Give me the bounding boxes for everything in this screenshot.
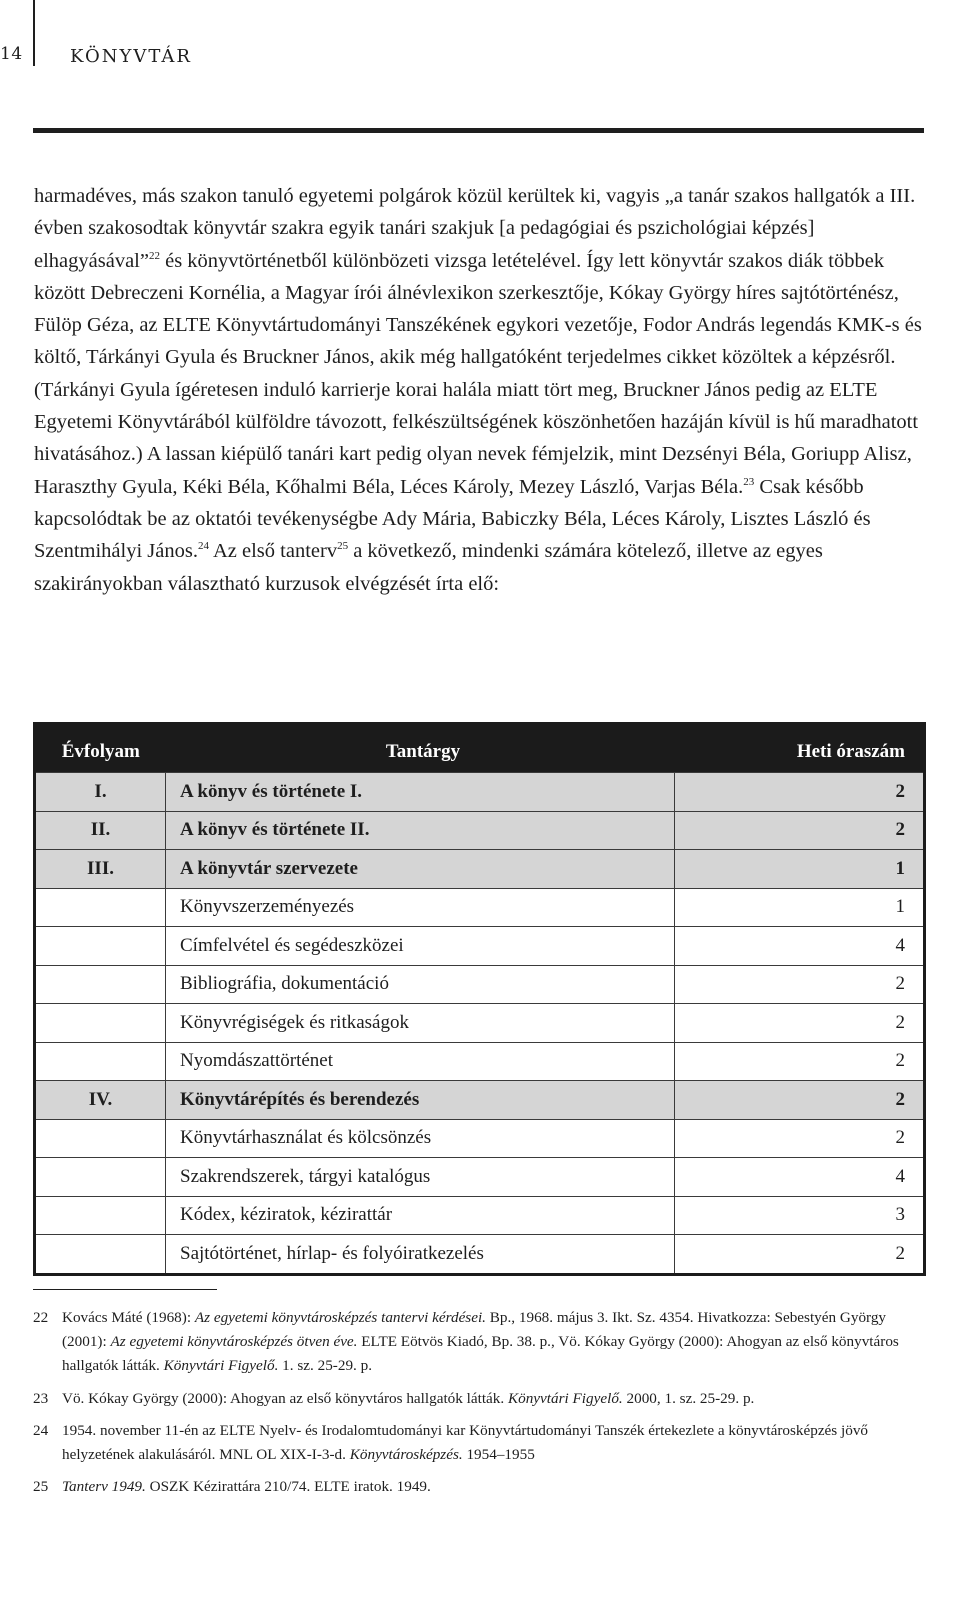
- footnote-text: [62, 1478, 431, 1495]
- table-row: [35, 850, 925, 889]
- fn-part: Bp., 1968. május 3. Ikt. Sz. 4354. Hivatkozza: Sebestyén György (2001):: [62, 1309, 887, 1351]
- table-row: [35, 965, 925, 1004]
- body-text-2: és könyvtörténetből különbözeti vizsga letételével. Így lett könyvtár szakos diák többek között Debreczeni Kornélia, a Magyar írói álnévlexikon szerkesztője, Kókay György híres sajtótörténész, Fülöp Géza, az ELTE Könyvtártudományi Tanszékének egykori vezetője, Fodor András legendás KMK-s és költő, Tárkányi Gyula és Bruckner János, akik még hallgatóként terjedelmes cikket közöltek a képzésről. (Tárkányi Gyula ígéretesen induló karrierje korai halála miatt tört meg, Bruckner János pedig az ELTE Egyetemi Könyvtárából külföldre távozott, felkészültségének köszönhetően hazáján kívül is hű maradhatott hivatásához.) A lassan kiépülő tanári kart pedig olyan nevek fémjelzik, mint Dezsényi Béla, Goriupp Alisz, Haraszthy Gyula, Kéki Béla, Kőhalmi Béla, Léces Károly, Mezey László, Varjas Béla.: [34, 249, 922, 498]
- fn-part: OSZK Kézirattára 210/74. ELTE iratok. 1949.: [145, 1478, 431, 1496]
- cell-subject: Bibliográfia, dokumentáció: [166, 965, 675, 1004]
- footnote-number: 24: [33, 1421, 49, 1439]
- fn-part: Kovács Máté (1968):: [62, 1309, 195, 1326]
- fn-title: Tanterv 1949.: [62, 1478, 146, 1496]
- header-year: Évfolyam: [35, 724, 166, 773]
- footnote-rule: [33, 1289, 217, 1290]
- fn-part: 1954–1955: [462, 1446, 535, 1464]
- cell-subject: Címfelvétel és segédeszközei: [166, 927, 675, 966]
- cell-subject: Kódex, kéziratok, kézirattár: [166, 1196, 675, 1235]
- cell-hours: 2: [675, 1119, 925, 1158]
- fn-title: Az egyetemi könyvtárosképzés tantervi kérdései.: [194, 1309, 486, 1326]
- cell-subject: A könyv és története II.: [166, 811, 675, 850]
- cell-hours: 2: [675, 811, 925, 850]
- footnotes: [33, 1306, 923, 1507]
- body-text-3: Csak később kapcsolódtak be az oktatói tevékenységbe Ady Mária, Babiczky Béla, Léces Károly, Lisztes László és Szentmihályi János.: [34, 475, 871, 563]
- running-header: KÖNYVTÁR: [70, 46, 192, 67]
- footnote-ref-22[interactable]: 22: [148, 249, 160, 262]
- cell-subject: Könyvrégiségek és ritkaságok: [166, 1004, 675, 1043]
- footnote-text: [62, 1390, 754, 1407]
- footnote-ref-24[interactable]: 24: [197, 540, 209, 553]
- table-row: [35, 1119, 925, 1158]
- footnote-23: [33, 1387, 923, 1411]
- cell-year: I.: [35, 773, 166, 812]
- cell-subject: A könyv és története I.: [166, 773, 675, 812]
- body-paragraph: [34, 180, 928, 600]
- footnote-ref-25[interactable]: 25: [337, 540, 349, 553]
- footnote-22: [33, 1306, 923, 1379]
- header-hours: Heti óraszám: [675, 724, 925, 773]
- table-row: [35, 1042, 925, 1081]
- cell-year: III.: [35, 850, 166, 889]
- footnote-25: [33, 1475, 923, 1499]
- footnote-number: 25: [33, 1478, 49, 1496]
- fn-part: 1. sz. 25-29. p.: [278, 1357, 373, 1375]
- cell-year: [35, 927, 166, 966]
- cell-year: [35, 1119, 166, 1158]
- fn-title: Könyvtári Figyelő.: [163, 1357, 279, 1375]
- cell-subject: Sajtótörténet, hírlap- és folyóiratkezelés: [166, 1235, 675, 1275]
- body-text-5: a következő, mindenki számára kötelező, illetve az egyes szakirányokban választható kurzusok elvégzését írta elő:: [34, 540, 823, 595]
- table-row: [35, 927, 925, 966]
- table-row: [35, 1158, 925, 1197]
- cell-hours: 4: [675, 1158, 925, 1197]
- cell-hours: 2: [675, 773, 925, 812]
- cell-year: [35, 1004, 166, 1043]
- table-row: [35, 1196, 925, 1235]
- cell-hours: 1: [675, 888, 925, 927]
- table-row: [35, 1004, 925, 1043]
- fn-part: 1954. november 11-én az ELTE Nyelv- és Irodalomtudományi kar Könyvtártudományi Tanszék értekezlete a könyvtárosképzés jövő helyzetének alakulásáról. MNL OL XIX-I-3-d.: [62, 1421, 869, 1464]
- fn-title: Az egyetemi könyvtárosképzés ötven éve.: [110, 1333, 358, 1351]
- cell-hours: 2: [675, 965, 925, 1004]
- vertical-rule: [33, 0, 35, 66]
- cell-subject: Könyvtárhasználat és kölcsönzés: [166, 1119, 675, 1158]
- footnote-text: [62, 1422, 868, 1463]
- fn-part: 2000, 1. sz. 25-29. p.: [622, 1389, 755, 1407]
- footnote-24: [33, 1419, 923, 1467]
- table-row: [35, 888, 925, 927]
- cell-hours: 3: [675, 1196, 925, 1235]
- footnote-number: 23: [33, 1389, 49, 1407]
- cell-year: [35, 1235, 166, 1275]
- header-subject: Tantárgy: [166, 724, 675, 773]
- footnote-ref-23[interactable]: 23: [743, 475, 755, 488]
- fn-title: Könyvtári Figyelő.: [507, 1389, 623, 1407]
- table-row: [35, 1235, 925, 1275]
- fn-part: ELTE Eötvös Kiadó, Bp. 38. p., Vö. Kókay György (2000): Ahogyan az első könyvtáros hallgatók látták.: [62, 1333, 899, 1375]
- cell-year: IV.: [35, 1081, 166, 1120]
- cell-year: [35, 888, 166, 927]
- cell-subject: Nyomdászattörténet: [166, 1042, 675, 1081]
- curriculum-table: [33, 722, 926, 1276]
- cell-subject: A könyvtár szervezete: [166, 850, 675, 889]
- cell-year: [35, 965, 166, 1004]
- table-header-row: [35, 724, 925, 773]
- cell-hours: 2: [675, 1081, 925, 1120]
- footnote-number: 22: [33, 1309, 49, 1326]
- cell-hours: 2: [675, 1042, 925, 1081]
- cell-hours: 2: [675, 1004, 925, 1043]
- cell-subject: Könyvszerzeményezés: [166, 888, 675, 927]
- body-text-4: Az első tanterv: [208, 540, 338, 563]
- body-text-1: harmadéves, más szakon tanuló egyetemi polgárok közül kerültek ki, vagyis „a tanár szakos hallgatók a III. évben szakosodtak könyvtár szakra egyik tanári szakjuk [a pedagógiai és pszichológiai képzés] elhagyásával”: [34, 185, 916, 272]
- header-rule: [33, 128, 924, 133]
- cell-subject: Könyvtárépítés és berendezés: [166, 1081, 675, 1120]
- cell-hours: 4: [675, 927, 925, 966]
- cell-hours: 1: [675, 850, 925, 889]
- table-row: [35, 773, 925, 812]
- cell-hours: 2: [675, 1235, 925, 1275]
- cell-year: [35, 1158, 166, 1197]
- cell-year: [35, 1042, 166, 1081]
- table-row: [35, 1081, 925, 1120]
- cell-year: [35, 1196, 166, 1235]
- cell-subject: Szakrendszerek, tárgyi katalógus: [166, 1158, 675, 1197]
- cell-year: II.: [35, 811, 166, 850]
- page-number: 14: [0, 44, 23, 64]
- fn-title: Könyvtárosképzés.: [349, 1446, 463, 1464]
- table-row: [35, 811, 925, 850]
- footnote-text: [62, 1309, 899, 1374]
- fn-part: Vö. Kókay György (2000): Ahogyan az első könyvtáros hallgatók látták.: [62, 1389, 508, 1407]
